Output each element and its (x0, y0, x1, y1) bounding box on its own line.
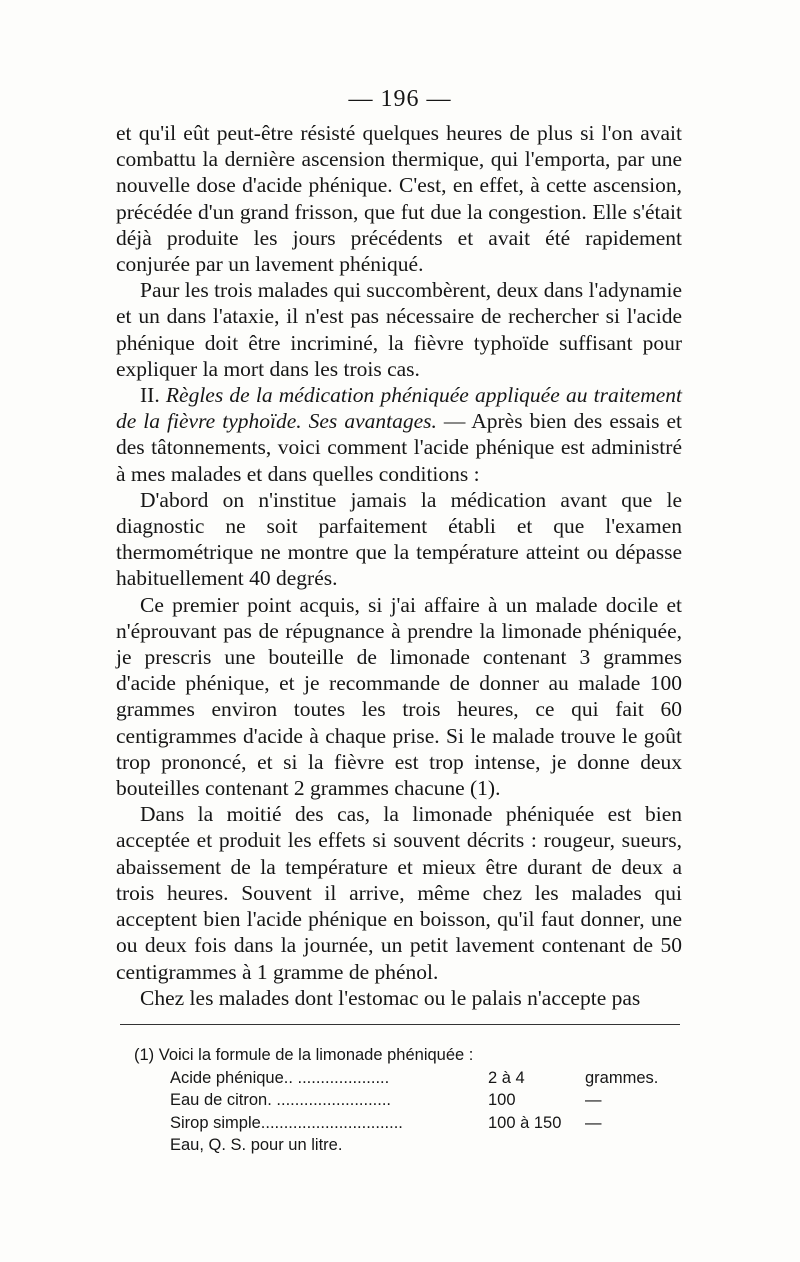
paragraph: Paur les trois malades qui succombèrent, deux dans l'adynamie et un dans l'ataxie, il n'est pas nécessaire de rechercher si l'acide phénique doit être incriminé, la fièvre typhoïde suffisant pour expliquer la mort dans les trois cas. (116, 278, 682, 381)
formula-row (170, 1134, 674, 1157)
ingredient: Acide phénique.. .................... (170, 1068, 390, 1087)
footnote-intro: (1) Voici la formule de la limonade phéniquée : (134, 1046, 474, 1064)
page-number: — 196 — (348, 86, 452, 112)
unit: grammes. (585, 1068, 659, 1087)
ingredient: Eau, Q. S. pour un litre. (170, 1136, 343, 1154)
paragraph: Chez les malades dont l'estomac ou le palais n'accepte pas (140, 985, 641, 1010)
footnote (134, 1044, 674, 1157)
formula-row (170, 1089, 674, 1112)
unit: — (585, 1113, 602, 1132)
paragraph: D'abord on n'institue jamais la médication avant que le diagnostic ne soit parfaitement établi et que l'examen thermométrique ne montre que la température atteint ou dépasse habituellement 40 degrés. (116, 487, 682, 591)
section-number: II. (140, 383, 160, 408)
quantity: 100 (488, 1091, 516, 1109)
paragraph: Ce premier point acquis, si j'ai affaire à un malade docile et n'éprouvant pas de répugnance à prendre la limonade phéniquée, je prescris une bouteille de limonade contenant 3 grammes d'acide phénique, et je recommande de donner au malade 100 grammes environ toutes les trois heures, ce qui fait 60 centigrammes d'acide à chaque prise. Si le malade trouve le goût trop prononcé, et si la fièvre est trop intense, je donne deux bouteilles contenant 2 grammes chacune (1). (116, 592, 682, 801)
section-text: — Après bien des essais et des tâtonnements, voici comment l'acide phénique est administré à mes malades et dans quelles conditions : (116, 409, 683, 486)
formula-row (170, 1067, 674, 1090)
body-text (116, 120, 682, 1011)
section-title: Règles de la médication phéniquée appliquée au traitement de la fièvre typhoïde. Ses avantages. (116, 383, 682, 434)
section-heading-paragraph (116, 382, 682, 487)
paragraph: et qu'il eût peut-être résisté quelques heures de plus si l'on avait combattu la dernière ascension thermique, qui l'emporta, par une nouvelle dose d'acide phénique. C'est, en effet, à cette ascension, précédée d'un grand frisson, que fut due la congestion. Elle s'était déjà produite les jours précédents et avait été rapidement conjurée par un lavement phéniqué. (116, 121, 682, 277)
quantity: 100 à 150 (488, 1113, 562, 1132)
formula-table (170, 1067, 674, 1157)
paragraph: Dans la moitié des cas, la limonade phéniquée est bien acceptée et produit les effets si souvent décrits : rougeur, sueurs, abaissement de la température et mieux être durant de deux a trois heures. Souvent il arrive, même chez les malades qui acceptent bien l'acide phénique en boisson, qu'il faut donner, une ou deux fois dans la journée, un petit lavement contenant de 50 centigrammes à 1 gramme de phénol. (116, 802, 682, 984)
unit: — (585, 1091, 602, 1109)
formula-row (170, 1112, 674, 1135)
quantity: 2 à 4 (488, 1068, 525, 1087)
ingredient: Sirop simple............................... (170, 1113, 403, 1132)
footnote-divider (120, 1024, 680, 1025)
ingredient: Eau de citron. ......................... (170, 1091, 392, 1109)
